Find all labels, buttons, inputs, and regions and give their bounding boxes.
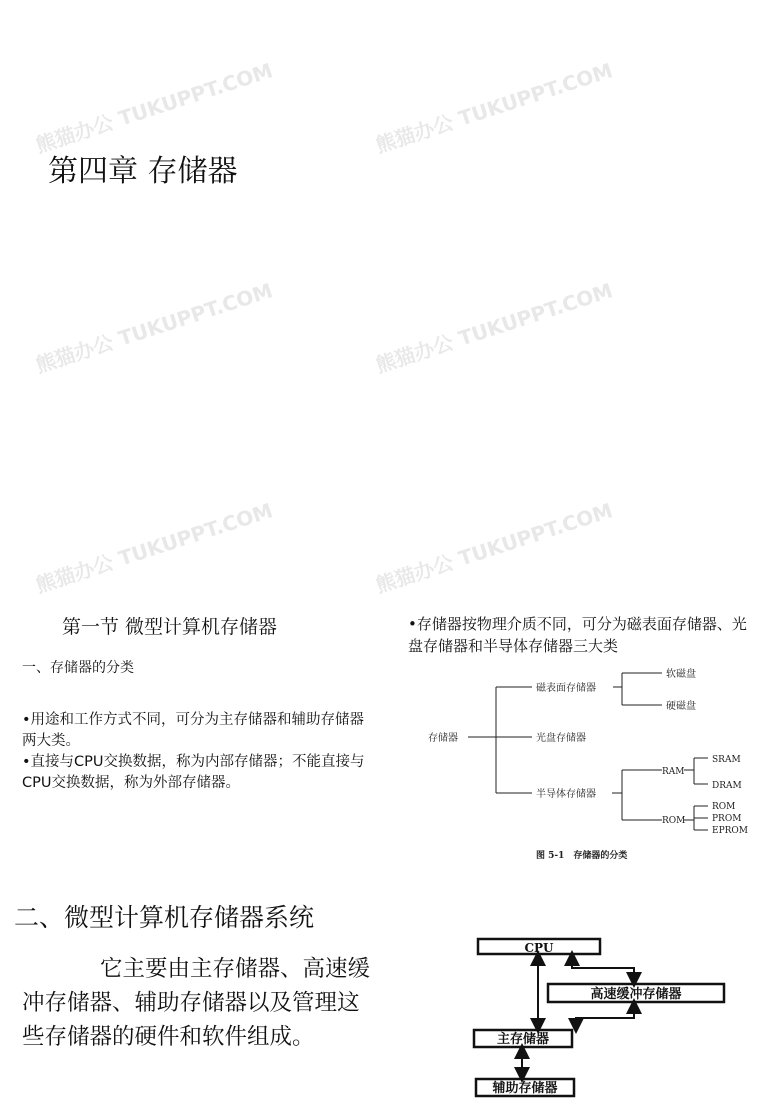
tree-floppy: 软磁盘 — [666, 669, 696, 680]
tree-eprom: EPROM — [712, 826, 748, 836]
cache-label: 高速缓冲存储器 — [590, 987, 682, 1002]
watermark: 熊猫办公 TUKUPPT.COM — [372, 498, 616, 598]
page-title: 第四章 存储器 — [48, 154, 238, 189]
tree-dram: DRAM — [712, 781, 742, 791]
section1-heading: 第一节 微型计算机存储器 — [62, 616, 278, 638]
tree-root: 存储器 — [428, 733, 458, 744]
tree-optical: 光盘存储器 — [536, 733, 586, 744]
memory-system-diagram — [460, 932, 760, 1102]
tree-rom-leaf: ROM — [712, 802, 736, 812]
bullet-usage: •用途和工作方式不同，可分为主存储器和辅助存储器两大类。 — [22, 712, 365, 749]
aux-memory-label: 辅助存储器 — [492, 1081, 558, 1096]
watermark: 熊猫办公 TUKUPPT.COM — [372, 278, 616, 378]
figure-caption: 图 5-1 存储器的分类 — [536, 851, 628, 861]
watermark: 熊猫办公 TUKUPPT.COM — [32, 278, 276, 378]
tree-rom: ROM — [662, 816, 686, 826]
watermark: 熊猫办公 TUKUPPT.COM — [32, 498, 276, 598]
classification-heading: 一、存储器的分类 — [22, 660, 134, 676]
section2-heading: 二、微型计算机存储器系统 — [14, 903, 315, 932]
tree-hard: 硬磁盘 — [666, 701, 696, 712]
tree-prom: PROM — [712, 814, 742, 824]
cpu-label: CPU — [524, 941, 554, 955]
storage-classification-diagram — [400, 660, 770, 870]
tree-magnetic: 磁表面存储器 — [536, 683, 596, 694]
watermark: 熊猫办公 TUKUPPT.COM — [372, 58, 616, 158]
section2-paragraph: 它主要由主存储器、高速缓冲存储器、辅助存储器以及管理这些存储器的硬件和软件组成。 — [22, 956, 371, 1050]
main-memory-label: 主存储器 — [496, 1032, 550, 1047]
watermark: 熊猫办公 TUKUPPT.COM — [32, 58, 276, 158]
bullet-cpu-exchange: •直接与CPU交换数据，称为内部存储器；不能直接与CPU交换数据，称为外部存储器。 — [22, 754, 365, 791]
bullet-physical-media: •存储器按物理介质不同，可分为磁表面存储器、光盘存储器和半导体存储器三大类 — [408, 615, 747, 655]
tree-ram: RAM — [662, 767, 685, 777]
tree-sram: SRAM — [712, 755, 741, 765]
tree-semiconductor: 半导体存储器 — [536, 789, 596, 800]
